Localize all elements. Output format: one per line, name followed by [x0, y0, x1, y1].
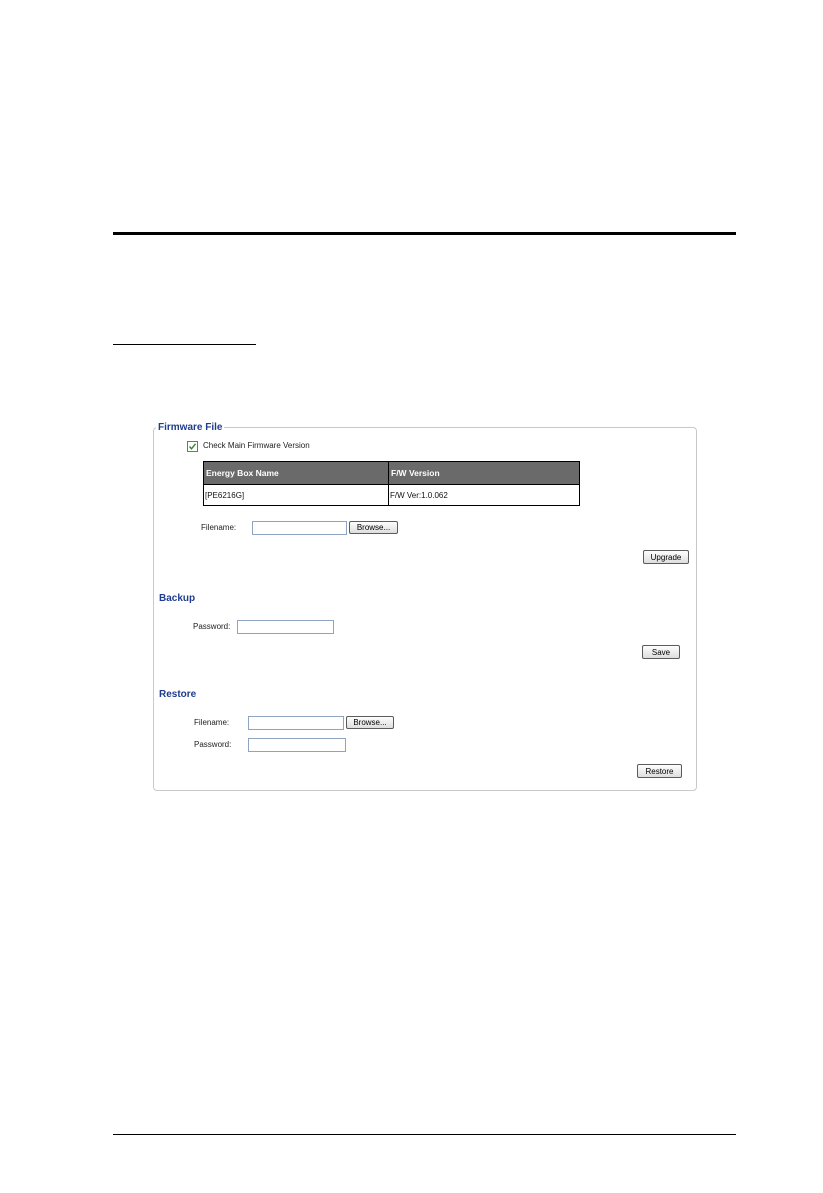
check-main-firmware-label: Check Main Firmware Version — [203, 441, 310, 450]
table-cell-fw-version: F/W Ver:1.0.062 — [390, 491, 448, 500]
restore-browse-button[interactable]: Browse... — [346, 716, 394, 729]
backup-title: Backup — [159, 593, 196, 604]
top-rule — [113, 232, 736, 235]
upgrade-button[interactable]: Upgrade — [643, 550, 689, 564]
restore-title: Restore — [159, 689, 197, 700]
bottom-rule — [113, 1134, 736, 1135]
firmware-file-legend: Firmware File — [158, 422, 223, 433]
check-main-firmware-checkbox[interactable] — [187, 441, 198, 452]
save-button[interactable]: Save — [642, 645, 680, 659]
restore-button[interactable]: Restore — [637, 764, 682, 778]
backup-password-label: Password: — [193, 622, 231, 631]
column-header-fw-version: F/W Version — [391, 468, 440, 478]
column-header-energy-box-name: Energy Box Name — [206, 468, 279, 478]
firmware-filename-input[interactable] — [252, 521, 347, 535]
restore-password-input[interactable] — [248, 738, 346, 752]
section-underline — [113, 344, 256, 345]
checkmark-icon — [188, 442, 197, 451]
restore-filename-input[interactable] — [248, 716, 344, 730]
restore-filename-label: Filename: — [194, 718, 230, 727]
restore-password-label: Password: — [194, 740, 232, 749]
table-cell-energy-box-name: [PE6216G] — [205, 491, 245, 500]
backup-password-input[interactable] — [237, 620, 334, 634]
firmware-version-table — [203, 461, 580, 506]
firmware-filename-label: Filename: — [201, 523, 237, 532]
firmware-browse-button[interactable]: Browse... — [349, 521, 398, 534]
